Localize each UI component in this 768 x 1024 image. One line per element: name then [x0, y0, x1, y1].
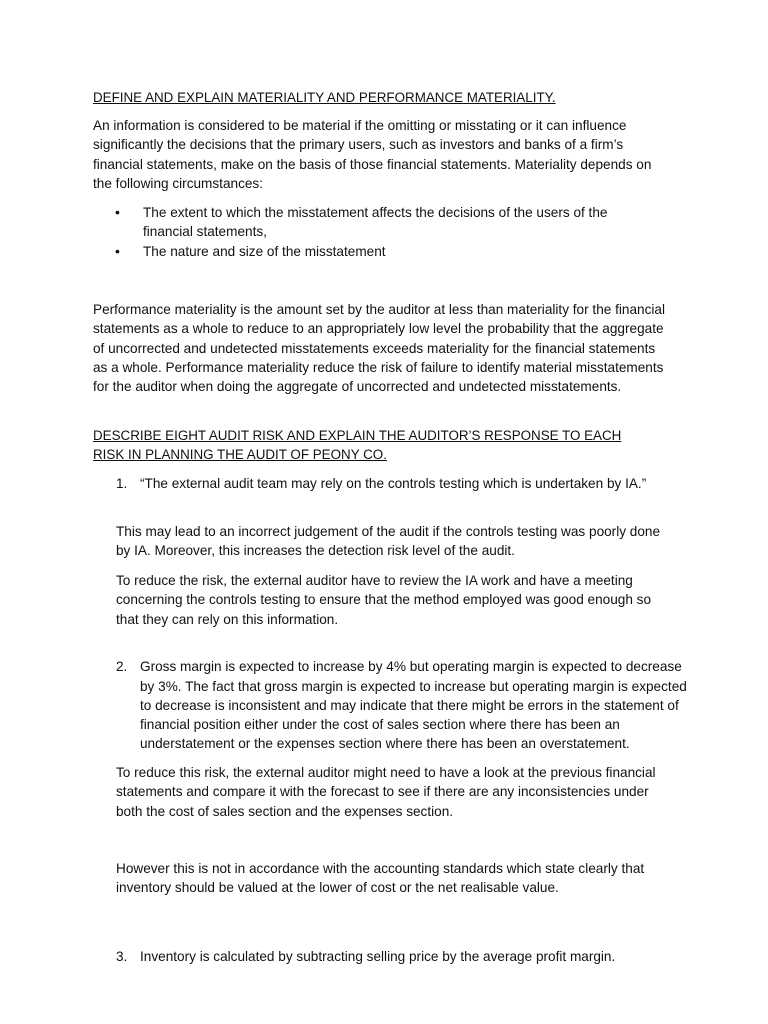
- item-text: Inventory is calculated by subtracting selling price by the average profit margin.: [140, 948, 616, 964]
- bullet-marker: •: [115, 204, 120, 220]
- bullet-text: The extent to which the misstatement affects the decisions of the users of the financial statements,: [143, 205, 608, 240]
- materiality-circumstances-list: [115, 203, 643, 261]
- audit-risk-1-explanation: This may lead to an incorrect judgement of the audit if the controls testing was poorly done by IA. Moreover, this increases the detection risk level of the audit.: [116, 524, 661, 559]
- audit-risk-2-response: To reduce this risk, the external auditor might need to have a look at the previous financial statements and compare it with the forecast to see if there are any inconsistencies under both the cost of sales section and the expenses section.: [116, 765, 656, 819]
- audit-risk-item-2: [116, 657, 692, 753]
- section-heading-materiality: DEFINE AND EXPLAIN MATERIALITY AND PERFORMANCE MATERIALITY.: [93, 90, 556, 105]
- list-item: [115, 203, 643, 242]
- item-number: 3.: [116, 948, 128, 964]
- item-number: 1.: [116, 476, 128, 491]
- list-item: [115, 242, 643, 261]
- item-number: 2.: [116, 659, 128, 675]
- audit-risk-item-1: [116, 474, 680, 493]
- item-text: “The external audit team may rely on the controls testing which is undertaken by IA.”: [140, 476, 647, 491]
- performance-materiality-paragraph: Performance materiality is the amount set by the auditor at less than materiality for the financial statements as a whole to reduce to an appropriately low level the probability that the aggregate of uncorrected and undetected misstatements exceeds materiality for the financial statements as a whole. Performance materiality reduce the risk of failure to identify material misstatements for the auditor when doing the aggregate of uncorrected and undetected misstatements.: [93, 302, 665, 395]
- bullet-text: The nature and size of the misstatement: [143, 243, 386, 259]
- audit-risk-3-explanation: However this is not in accordance with the accounting standards which state clearly that inventory should be valued at the lower of cost or the net realisable value.: [116, 861, 645, 896]
- audit-risk-item-3: [116, 947, 700, 966]
- bullet-marker: •: [115, 242, 120, 259]
- audit-risk-1-response: To reduce the risk, the external auditor have to review the IA work and have a meeting concerning the controls testing to ensure that the method employed was good enough so that they can rely on this information.: [116, 573, 652, 627]
- section-heading-audit-risk: DESCRIBE EIGHT AUDIT RISK AND EXPLAIN THE AUDITOR’S RESPONSE TO EACH RISK IN PLANNING THE AUDIT OF PEONY CO.: [93, 428, 622, 463]
- item-text: Gross margin is expected to increase by 4% but operating margin is expected to decrease by 3%. The fact that gross margin is expected to increase but operating margin is expected to decrease is inconsistent and may indicate that there might be errors in the statement of financial position either under the cost of sales section where there has been an understatement or the expenses section where there has been an overstatement.: [140, 659, 687, 752]
- materiality-definition-paragraph: An information is considered to be material if the omitting or misstating or it can influence significantly the decisions that the primary users, such as investors and banks of a firm’s financial statements, make on the basis of those financial statements. Materiality depends on the following circumstances:: [93, 118, 652, 191]
